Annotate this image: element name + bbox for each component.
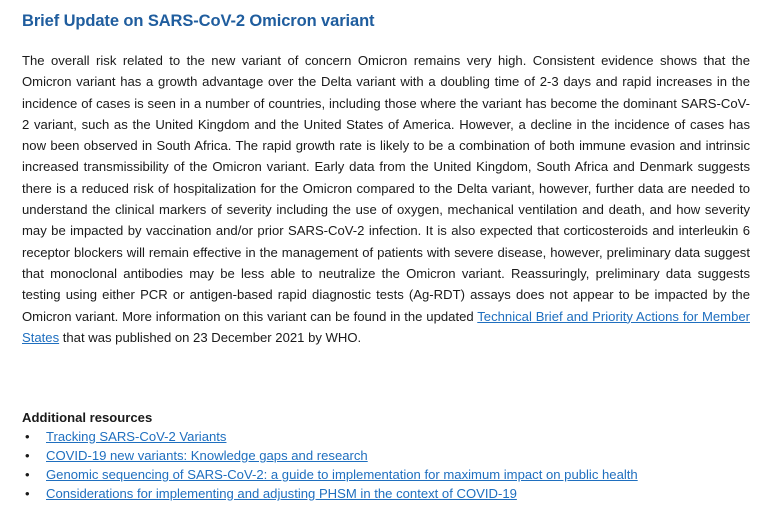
genomic-sequencing-link[interactable]: Genomic sequencing of SARS-CoV-2: a guide to implementation for maximum impact on public health — [46, 467, 638, 482]
tracking-variants-link[interactable]: Tracking SARS-CoV-2 Variants — [46, 429, 227, 444]
list-item — [22, 465, 638, 484]
body-paragraph — [22, 50, 750, 348]
phsm-considerations-link[interactable]: Considerations for implementing and adjusting PHSM in the context of COVID-19 — [46, 486, 517, 501]
technical-brief-link[interactable]: Technical Brief and Priority Actions for Member States — [22, 308, 750, 345]
additional-resources-section — [22, 408, 638, 503]
page-title: Brief Update on SARS-CoV-2 Omicron variant — [22, 12, 375, 30]
bullet-icon: • — [25, 429, 30, 444]
resources-heading: Additional resources — [22, 410, 153, 425]
list-item — [22, 446, 638, 465]
document-page — [22, 10, 750, 501]
list-item — [22, 427, 638, 446]
bullet-icon: • — [25, 448, 30, 463]
list-item — [22, 484, 638, 503]
bullet-icon: • — [25, 486, 30, 501]
body-tail-text: that was published on 23 December 2021 by WHO. — [59, 329, 362, 345]
body-text: The overall risk related to the new variant of concern Omicron remains very high. Consistent evidence shows that the Omicron variant has a growth advantage over the Delta variant with a doubling time of 2-3 days and rapid increases in the incidence of cases is seen in a number of countries, including those where the variant has become the dominant SARS-CoV-2 variant, such as the United Kingdom and the United States of America. However, a decline in the incidence of cases has now been observed in South Africa. The rapid growth rate is likely to be a combination of both immune evasion and intrinsic increased transmissibility of the Omicron variant. Early data from the United Kingdom, South Africa and Denmark suggests there is a reduced risk of hospitalization for the Omicron compared to the Delta variant, however, further data are needed to understand the clinical markers of severity including the use of oxygen, mechanical ventilation and death, and how severity may be impacted by vaccination and/or prior SARS-CoV-2 infection. It is also expected that corticosteroids and interleukin 6 receptor blockers will remain effective in the management of patients with severe disease, however, preliminary data suggest that monoclonal antibodies may be less able to neutralize the Omicron variant. Reassuringly, preliminary data suggests testing using either PCR or antigen-based rapid diagnostic tests (Ag-RDT) assays does not appear to be impacted by the Omicron variant. More information on this variant can be found in the updated — [22, 53, 750, 324]
bullet-icon: • — [25, 467, 30, 482]
resources-list — [22, 427, 638, 503]
knowledge-gaps-link[interactable]: COVID-19 new variants: Knowledge gaps and research — [46, 448, 368, 463]
